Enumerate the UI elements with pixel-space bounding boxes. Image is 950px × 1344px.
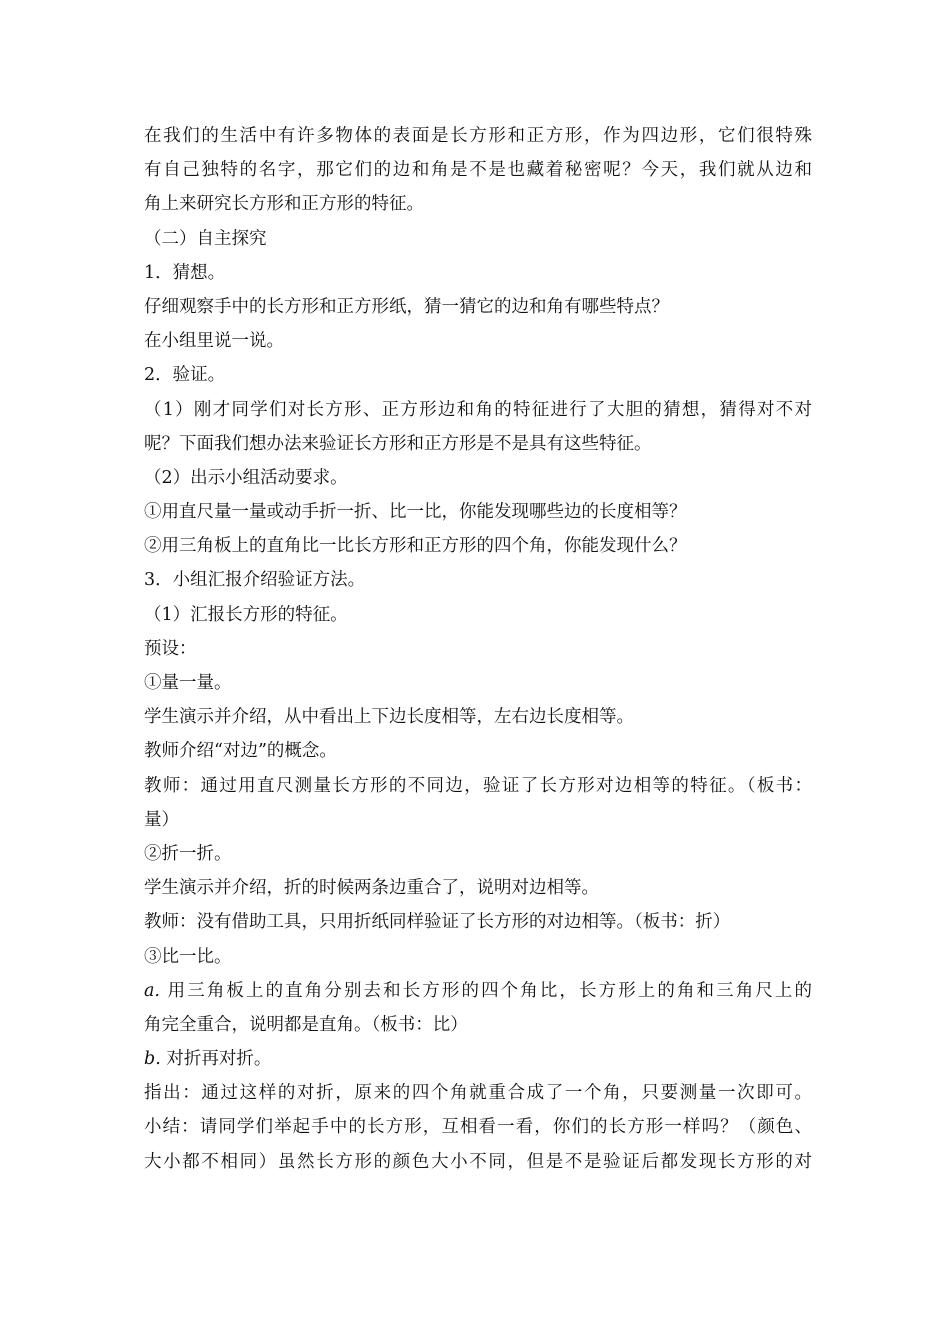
text-line — [144, 427, 812, 461]
line-text: ②用三角板上的直角比一比长方形和正方形的四个角，你能发现什么？ — [144, 536, 687, 557]
text-line — [144, 119, 812, 153]
line-text: 教师：通过用直尺测量长方形的不同边，验证了长方形对边相等的特征。（板书： — [144, 775, 812, 796]
list-marker: b. — [144, 1049, 161, 1070]
line-text: ①用直尺量一量或动手折一折、比一比，你能发现哪些边的长度相等？ — [144, 502, 687, 523]
text-line — [144, 461, 812, 495]
text-line — [144, 1110, 812, 1144]
text-line — [144, 1145, 812, 1179]
line-text: 呢？下面我们想办法来验证长方形和正方形是不是具有这些特征。 — [144, 433, 652, 454]
line-text: 学生演示并介绍，折的时候两条边重合了，说明对边相等。 — [144, 878, 599, 899]
text-line — [144, 666, 812, 700]
line-text: ③比一比。 — [144, 946, 232, 967]
text-line — [144, 837, 812, 871]
line-text: 在小组里说一说。 — [144, 331, 284, 352]
line-text: 3．小组汇报介绍验证方法。 — [144, 570, 366, 591]
line-text: （1）汇报长方形的特征。 — [144, 604, 348, 625]
text-line — [144, 1042, 812, 1076]
text-line — [144, 940, 812, 974]
text-line — [144, 803, 812, 837]
line-text: 小结：请同学们举起手中的长方形，互相看一看，你们的长方形一样吗？（颜色、 — [144, 1117, 812, 1138]
list-marker: a. — [144, 980, 160, 1001]
line-text: 2．验证。 — [144, 365, 226, 386]
text-line — [144, 153, 812, 187]
text-line — [144, 1076, 812, 1110]
line-text: 角完全重合，说明都是直角。（板书：比） — [144, 1014, 468, 1035]
text-line — [144, 1008, 812, 1042]
text-line — [144, 222, 812, 256]
text-line — [144, 700, 812, 734]
line-text: 大小都不相同）虽然长方形的颜色大小不同，但是不是验证后都发现长方形的对 — [144, 1151, 812, 1172]
text-line — [144, 632, 812, 666]
text-line — [144, 324, 812, 358]
text-line — [144, 187, 812, 221]
text-line — [144, 256, 812, 290]
line-text: 教师：没有借助工具，只用折纸同样验证了长方形的对边相等。（板书：折） — [144, 912, 731, 933]
line-text: 仔细观察手中的长方形和正方形纸，猜一猜它的边和角有哪些特点？ — [144, 296, 669, 317]
text-line — [144, 598, 812, 632]
line-text: ①量一量。 — [144, 673, 232, 693]
line-text: ②折一折。 — [144, 843, 232, 864]
line-text: 用三角板上的直角分别去和长方形的四个角比，长方形上的角和三角尺上的 — [160, 980, 812, 1001]
line-text: 指出：通过这样的对折，原来的四个角就重合成了一个角，只要测量一次即可。 — [144, 1083, 812, 1104]
document-body — [144, 119, 812, 1179]
line-text: 在我们的生活中有许多物体的表面是长方形和正方形，作为四边形，它们很特殊 — [144, 126, 812, 146]
text-line — [144, 563, 812, 597]
text-line — [144, 871, 812, 905]
text-line — [144, 495, 812, 529]
line-text: 1．猜想。 — [144, 262, 226, 283]
line-text: 预设： — [144, 638, 197, 659]
line-text: （1）刚才同学们对长方形、正方形边和角的特征进行了大胆的猜想，猜得对不对 — [144, 399, 812, 420]
text-line — [144, 290, 812, 324]
line-text: 学生演示并介绍，从中看出上下边长度相等，左右边长度相等。 — [144, 707, 634, 728]
text-line — [144, 529, 812, 563]
line-text: 有自己独特的名字，那它们的边和角是不是也藏着秘密呢？今天，我们就从边和 — [144, 160, 812, 181]
text-line — [144, 974, 812, 1008]
text-line — [144, 905, 812, 939]
line-text: （二）自主探究 — [144, 228, 267, 249]
text-line — [144, 769, 812, 803]
text-line — [144, 393, 812, 427]
text-line — [144, 734, 812, 768]
line-text: 对折再对折。 — [160, 1049, 272, 1070]
text-line — [144, 358, 812, 392]
line-text: 角上来研究长方形和正方形的特征。 — [144, 194, 424, 215]
line-text: （2）出示小组活动要求。 — [144, 467, 348, 488]
line-text: 教师介绍“对边”的概念。 — [144, 741, 337, 762]
line-text: 量） — [144, 809, 179, 830]
